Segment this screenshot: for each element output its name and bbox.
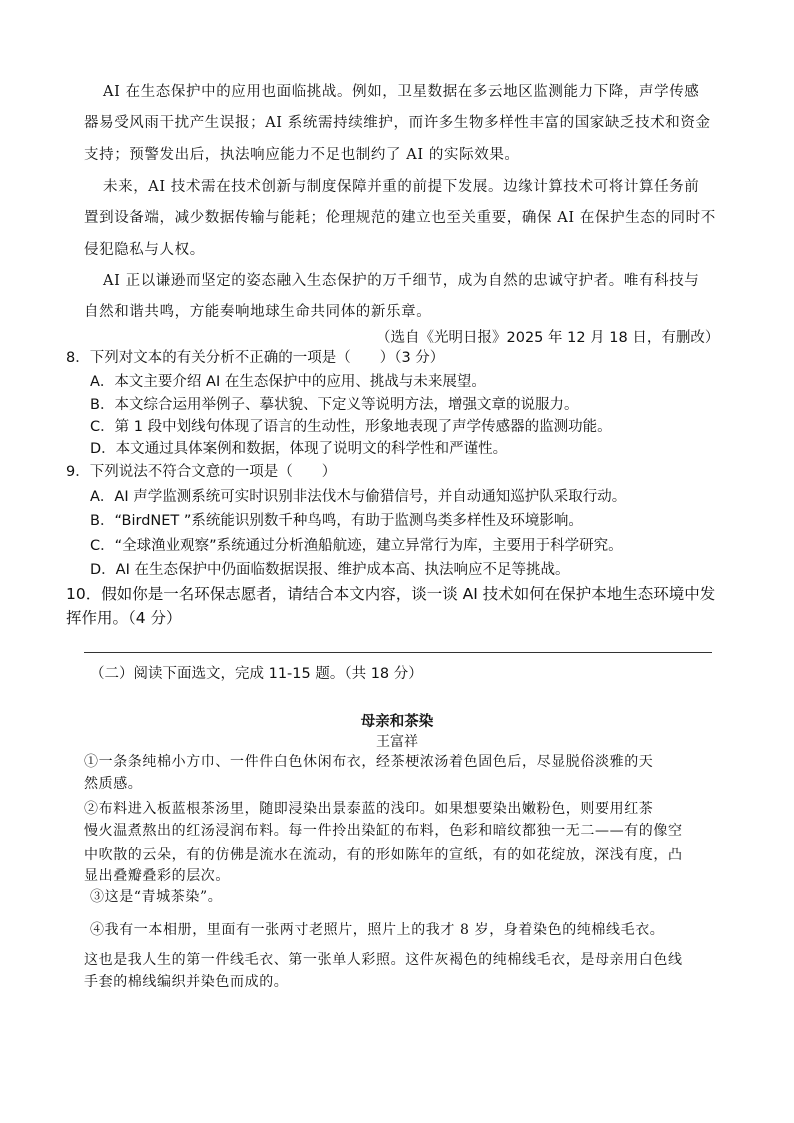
article-p1-line2: 器易受风雨干扰产生误报；AI 系统需持续维护，而许多生物多样性丰富的国家缺乏技术和资金 — [84, 115, 711, 131]
article-p3-line2: 自然和谐共鸣，方能奏响地球生命共同体的新乐章。 — [84, 304, 432, 320]
article2-author: 王富祥 — [376, 734, 418, 750]
q8-option-b: B．本文综合运用举例子、摹状貌、下定义等说明方法，增强文章的说服力。 — [90, 397, 579, 413]
article2-p2-line1: ②布料进入板蓝根茶汤里，随即浸染出景泰蓝的浅印。如果想要染出嫩粉色，则要用红茶 — [84, 801, 654, 817]
article2-p4-line3: 手套的棉线编织并染色而成的。 — [84, 974, 289, 990]
article-source: （选自《光明日报》2025 年 12 月 18 日，有删改） — [376, 330, 720, 346]
article-p2-line2: 置到设备端，减少数据传输与能耗；伦理规范的建立也至关重要，确保 AI 在保护生态的同时不 — [84, 210, 716, 226]
article2-p4-line1: ④我有一本相册，里面有一张两寸老照片，照片上的我才 8 岁，身着染色的纯棉线毛衣。 — [90, 922, 665, 938]
article2-p1-line2: 然质感。 — [84, 776, 143, 792]
article2-p1-line1: ①一条条纯棉小方巾、一件件白色休闲布衣，经茶梗浓汤着色固色后，尽显脱俗淡雅的天 — [84, 754, 654, 770]
article2-p3: ③这是“青城茶染”。 — [90, 889, 223, 905]
q8-option-a: A．本文主要介绍 AI 在生态保护中的应用、挑战与未来展望。 — [90, 374, 486, 390]
section-divider — [84, 652, 712, 653]
section2-heading: （二）阅读下面选文，完成 11-15 题。（共 18 分） — [90, 666, 423, 682]
q8-option-d: D．本文通过具体案例和数据，体现了说明文的科学性和严谨性。 — [90, 441, 508, 457]
article-p3-line1: AI 正以谦逊而坚定的姿态融入生态保护的万千细节，成为自然的忠诚守护者。唯有科技与 — [103, 273, 700, 289]
q9-option-d: D．AI 在生态保护中仍面临数据误报、维护成本高、执法响应不足等挑战。 — [90, 562, 570, 578]
article-p2-line3: 侵犯隐私与人权。 — [84, 242, 205, 258]
article-p2-line1: 未来，AI 技术需在技术创新与制度保障并重的前提下发展。边缘计算技术可将计算任务前 — [103, 179, 700, 195]
q9-option-b: B．“BirdNET ”系统能识别数千种鸟鸣，有助于监测鸟类多样性及环境影响。 — [90, 513, 583, 529]
question-10-line1: 10．假如你是一名环保志愿者，请结合本文内容，谈一谈 AI 技术如何在保护本地生态环境中发 — [66, 585, 716, 603]
question-10-line2: 挥作用。（4 分） — [66, 609, 182, 627]
question-8: 8．下列对文本的有关分析不正确的一项是（ ）（3 分） — [66, 350, 445, 366]
article2-p4-line2: 这也是我人生的第一件线毛衣、第一张单人彩照。这件灰褐色的纯棉线毛衣，是母亲用白色线 — [84, 952, 683, 968]
article2-p2-line2: 慢火温煮熬出的红汤浸润布料。每一件拎出染缸的布料，色彩和暗纹都独一无二——有的像空 — [84, 823, 683, 839]
article2-p2-line3: 中吹散的云朵，有的仿佛是流水在流动，有的形如陈年的宣纸，有的如花绽放，深浅有度，凸 — [84, 847, 683, 863]
article-p1-line3: 支持；预警发出后，执法响应能力不足也制约了 AI 的实际效果。 — [84, 147, 520, 163]
q9-option-a: A．AI 声学监测系统可实时识别非法伐木与偷猎信号，并自动通知巡护队采取行动。 — [90, 489, 627, 505]
question-9: 9．下列说法不符合文意的一项是（ ） — [66, 464, 337, 480]
q8-option-c: C．第 1 段中划线句体现了语言的生动性，形象地表现了声学传感器的监测功能。 — [90, 419, 612, 435]
q9-option-c: C．“全球渔业观察”系统通过分析渔船航迹，建立异常行为库，主要用于科学研究。 — [90, 538, 623, 554]
article2-title: 母亲和茶染 — [360, 714, 434, 730]
article-p1-line1: AI 在生态保护中的应用也面临挑战。例如，卫星数据在多云地区监测能力下降，声学传感 — [103, 84, 700, 100]
article2-p2-line4: 显出叠瓣叠彩的层次。 — [84, 868, 230, 884]
